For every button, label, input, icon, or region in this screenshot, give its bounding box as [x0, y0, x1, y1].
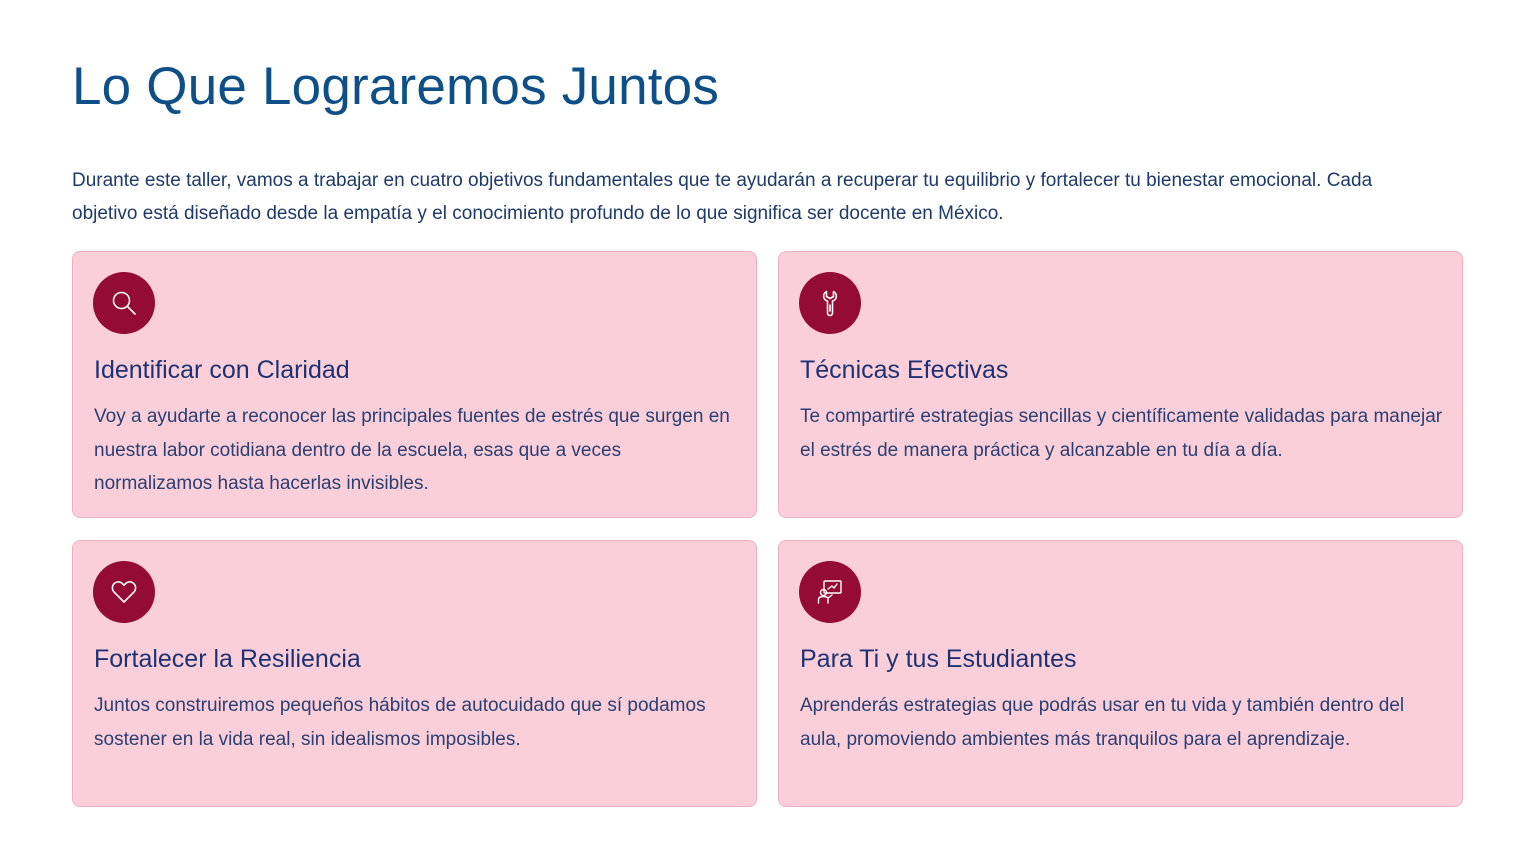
- card-title: Fortalecer la Resiliencia: [94, 645, 361, 673]
- objective-card-identify: [72, 251, 757, 518]
- page-title: Lo Que Lograremos Juntos: [72, 57, 720, 116]
- objective-card-techniques: [778, 251, 1463, 518]
- intro-paragraph: Durante este taller, vamos a trabajar en cuatro objetivos fundamentales que te ayudarán a recuperar tu equilibrio y fortalecer tu bienestar emocional. Cada objetivo está diseñado desde la empatía y el conocimiento profundo de lo que significa ser docente en México.: [72, 170, 1373, 224]
- objective-card-students: [778, 540, 1463, 807]
- card-title: Identificar con Claridad: [94, 356, 350, 384]
- card-text: Te compartiré estrategias sencillas y científicamente validadas para manejar el estrés de manera práctica y alcanzable en tu día a día.: [800, 406, 1443, 461]
- heart-icon: [93, 561, 155, 623]
- card-title: Para Ti y tus Estudiantes: [800, 645, 1077, 673]
- teacher-board-icon: [799, 561, 861, 623]
- card-title: Técnicas Efectivas: [800, 356, 1009, 384]
- card-text: Aprenderás estrategias que podrás usar en tu vida y también dentro del aula, promoviendo ambientes más tranquilos para el aprendizaje.: [800, 695, 1405, 750]
- magnifier-icon: [93, 272, 155, 334]
- wrench-icon: [799, 272, 861, 334]
- objective-card-resilience: [72, 540, 757, 807]
- card-text: Voy a ayudarte a reconocer las principales fuentes de estrés que surgen en nuestra labor cotidiana dentro de la escuela, esas que a veces normalizamos hasta hacerlas invisibles.: [94, 406, 730, 494]
- card-text: Juntos construiremos pequeños hábitos de autocuidado que sí podamos sostener en la vida real, sin idealismos imposibles.: [94, 695, 706, 750]
